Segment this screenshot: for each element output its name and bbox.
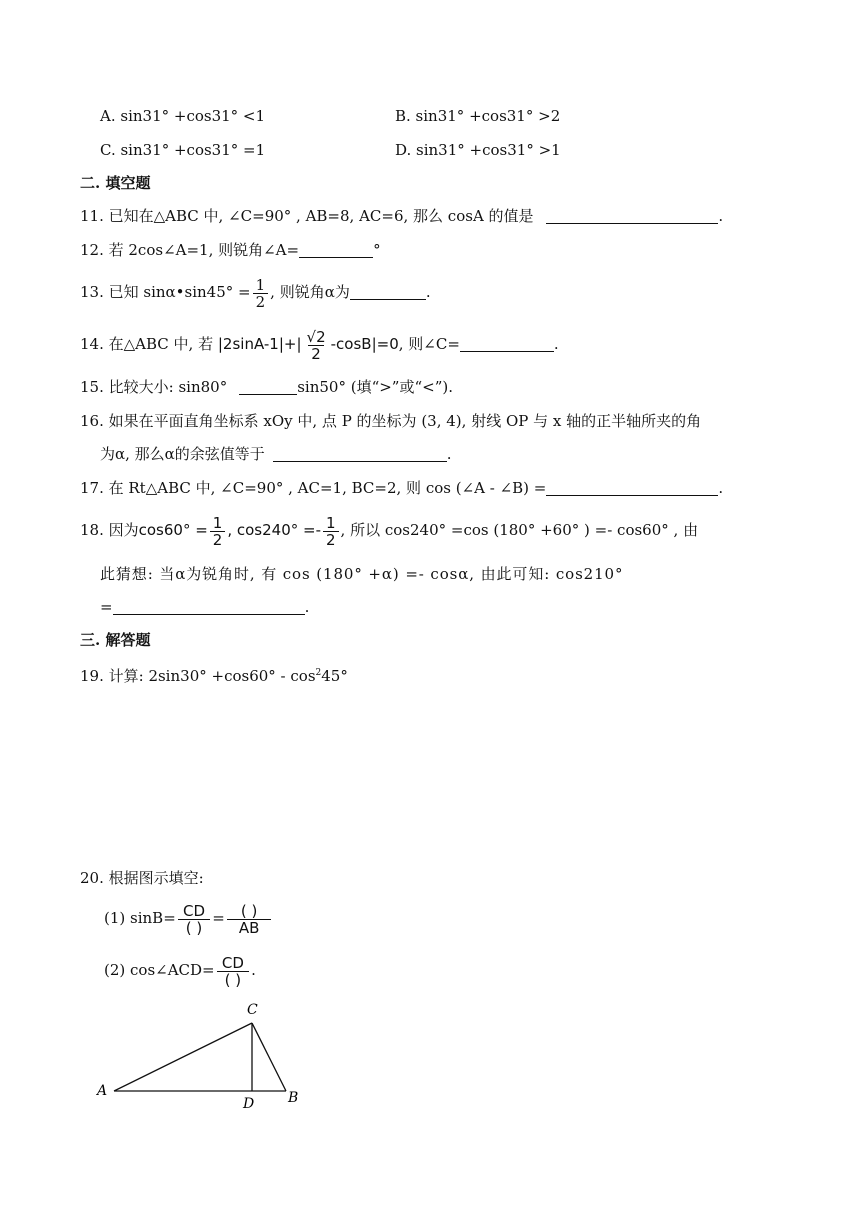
question-18-line-2: 此猜想: 当α为锐角时, 有 cos (180° +α) =- cosα, 由此可知: cos210° (100, 565, 624, 583)
label-c: C (247, 1002, 258, 1018)
question-18-line-3: = . (100, 598, 310, 616)
fraction-cd-over-blank: $\frac{CD}{( )}$ (178, 903, 210, 936)
superscript-2: 2 (315, 668, 322, 678)
choice-a: A. sin31° +cos31° <1 (100, 107, 266, 125)
question-18-line-1: 18. 因为cos60° = $\frac{1}{2}$ , cos240° =- $\frac{1}{2}$ , 所以 cos240° =cos (180° +60° ) =- cos60° , 由 (80, 513, 699, 549)
fraction-one-half: $\frac{1}{2}$ (210, 515, 226, 548)
abs-expression-2: -cosB|=0 (330, 335, 399, 353)
section-fill-in-title: 二. 填空题 (80, 174, 151, 192)
segment-ac (114, 1023, 252, 1091)
label-a: A (97, 1083, 108, 1099)
question-17: 17. 在 Rt△ABC 中, ∠C=90° , AC=1, BC=2, 则 cos (∠A - ∠B) = . (80, 479, 724, 497)
cos60-expression: cos60° = (138, 521, 208, 539)
question-15-text: 15. 比较大小: sin80° (80, 378, 228, 396)
question-17-text: 17. 在 Rt△ABC 中, ∠C=90° , AC=1, BC=2, 则 cos (∠A - ∠B) = (80, 479, 547, 497)
fraction-blank-over-ab: $\frac{( )}{AB}$ (227, 903, 272, 936)
question-20-part-2: (2) cos∠ACD= $\frac{CD}{( )}$ . (104, 953, 256, 989)
question-15-text-tail: sin50° (填“>”或“<”). (297, 378, 453, 396)
question-13: 13. 已知 sinα•sin45° = $\frac{1}{2}$ , 则锐角α为 . (80, 275, 431, 311)
question-13-text-tail: , 则锐角α为 (270, 283, 350, 301)
question-14: 14. 在△ABC 中, 若 |2sinA-1|+| $\frac{√2}{2}$ -cosB|=0, 则∠C= . (80, 327, 559, 363)
label-d: D (243, 1096, 255, 1110)
fraction-one-half: $\frac{1}{2}$ (253, 277, 269, 310)
answer-blank (546, 207, 718, 224)
question-11 (80, 206, 723, 226)
question-16-line-1: 16. 如果在平面直角坐标系 xOy 中, 点 P 的坐标为 (3, 4), 射线 OP 与 x 轴的正半轴所夹的角 (80, 412, 702, 430)
question-14-text: 14. 在△ABC 中, 若 (80, 335, 214, 353)
section-solutions-title: 三. 解答题 (80, 631, 151, 649)
question-20-title: 20. 根据图示填空: (80, 869, 204, 887)
segment-cb (252, 1023, 286, 1091)
degree-sign: ° (373, 241, 381, 259)
answer-blank (350, 283, 426, 300)
answer-blank (460, 335, 554, 352)
answer-blank (546, 479, 718, 496)
choice-b: B. sin31° +cos31° >2 (395, 107, 561, 125)
label-b: B (288, 1090, 299, 1106)
period: . (718, 207, 724, 225)
question-19: 19. 计算: $2\sin 30^\circ +\cos 60^\circ - \cos^245^\circ$ (80, 667, 348, 685)
question-12 (80, 240, 381, 260)
question-11-text: 11. 已知在△ABC 中, ∠C=90° , AB=8, AC=6, 那么 cosA 的值是 (80, 207, 534, 225)
question-14-text-tail: , 则∠C= (398, 335, 460, 353)
abs-expression-1: |2sinA-1|+| (217, 335, 302, 353)
triangle-figure (90, 998, 310, 1110)
answer-blank (273, 445, 447, 462)
cos240-expression: , cos240° =- (227, 521, 321, 539)
answer-blank (299, 241, 373, 258)
question-15 (80, 377, 453, 397)
question-16-line-2: 为α, 那么α的余弦值等于 . (100, 445, 452, 463)
fraction-cd-over-blank: $\frac{CD}{( )}$ (217, 955, 249, 988)
fraction-root2-over-2: $\frac{√2}{2}$ (306, 327, 326, 363)
fraction-one-half: $\frac{1}{2}$ (323, 515, 339, 548)
question-12-text: 12. 若 2cos∠A=1, 则锐角∠A= (80, 241, 300, 259)
answer-blank (239, 378, 297, 395)
question-20-part-1: (1) sinB= $\frac{CD}{( )}$ = $\frac{( )}{AB}$ (104, 896, 273, 940)
choice-c: C. sin31° +cos31° =1 (100, 141, 266, 159)
choice-d: D. sin31° +cos31° >1 (395, 141, 561, 159)
question-13-text: 13. 已知 sinα•sin45° = (80, 283, 251, 301)
answer-blank (113, 598, 305, 615)
